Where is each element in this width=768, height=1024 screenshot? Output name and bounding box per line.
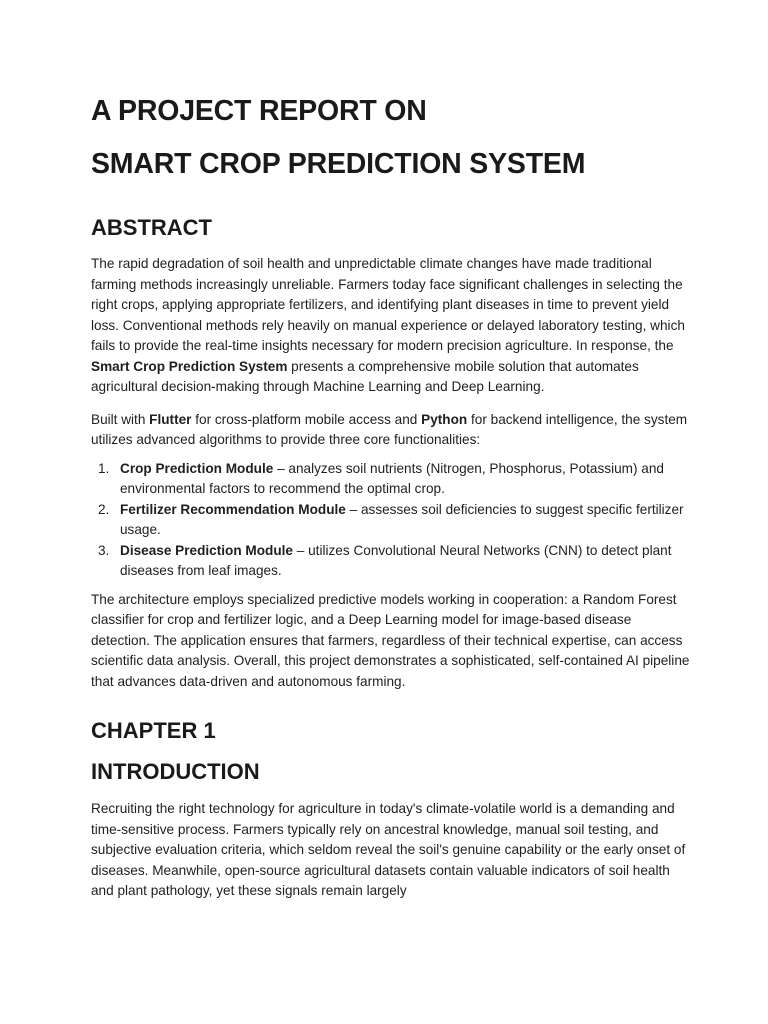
list-item-text: – utilizes Convolutional Neural Networks (CNN) to detect plant diseases from leaf images. — [120, 542, 672, 578]
list-item-title: Crop Prediction Module — [120, 460, 274, 476]
abstract-paragraph-2-flutter: Flutter — [149, 411, 192, 427]
abstract-paragraph-1 — [91, 254, 691, 398]
abstract-paragraph-2-text-b: for cross-platform mobile access and — [191, 411, 422, 427]
abstract-paragraph-2 — [91, 410, 691, 451]
modules-list — [91, 459, 691, 582]
document-page — [91, 93, 691, 902]
list-item-number: 1. — [98, 460, 110, 476]
list-item-number: 2. — [98, 501, 110, 517]
list-item-title: Disease Prediction Module — [120, 542, 293, 558]
report-title-line-2: SMART CROP PREDICTION SYSTEM — [91, 148, 586, 180]
list-item-title: Fertilizer Recommendation Module — [120, 501, 346, 517]
abstract-paragraph-1-system-name: Smart Crop Prediction System — [91, 358, 288, 374]
abstract-paragraph-2-text-a: Built with — [91, 411, 150, 427]
abstract-paragraph-1-text-b: presents a comprehensive mobile solution that automates agricultural decision-making through Machine Learning and Deep Learning. — [91, 358, 639, 394]
list-item-number: 3. — [98, 542, 110, 558]
chapter-label: CHAPTER 1 — [91, 718, 216, 743]
list-item — [91, 500, 691, 541]
abstract-paragraph-3: The architecture employs specialized predictive models working in cooperation: a Random Forest classifier for crop and fertilizer logic, and a Deep Learning model for image-based disease detection. The application ensures that farmers, regardless of their technical expertise, can access scientific data analysis. Overall, this project demonstrates a sophisticated, self-contained AI pipeline that advances data-driven and autonomous farming. — [91, 591, 690, 689]
abstract-paragraph-2-python: Python — [421, 411, 468, 427]
list-item-text: – analyzes soil nutrients (Nitrogen, Phosphorus, Potassium) and environmental factors to recommend the optimal crop. — [120, 460, 664, 496]
report-title-line-1: A PROJECT REPORT ON — [91, 95, 427, 127]
list-item — [91, 541, 691, 582]
list-item-text: – assesses soil deficiencies to suggest specific fertilizer usage. — [120, 501, 684, 537]
introduction-paragraph-1: Recruiting the right technology for agriculture in today's climate-volatile world is a demanding and time-sensitive process. Farmers typically rely on ancestral knowledge, manual soil testing, and subjective evaluation criteria, which seldom reveal the soil's genuine capability or the early onset of diseases. Meanwhile, open-source agricultural datasets contain valuable indicators of soil health and plant pathology, yet these signals remain largely — [91, 801, 686, 898]
list-item — [91, 459, 691, 500]
abstract-paragraph-2-text-c: for backend intelligence, the system utilizes advanced algorithms to provide three core functionalities: — [91, 411, 688, 447]
abstract-paragraph-1-text-a: The rapid degradation of soil health and unpredictable climate changes have made traditional farming methods increasingly unreliable. Farmers today face significant challenges in selecting the right crops, applying appropriate fertilizers, and identifying plant diseases in time to prevent yield loss. Conventional methods rely heavily on manual experience or delayed laboratory testing, which fails to provide the real-time insights necessary for modern precision agriculture. In response, the — [91, 256, 685, 353]
abstract-heading: ABSTRACT — [91, 215, 212, 240]
introduction-heading: INTRODUCTION — [91, 759, 260, 784]
